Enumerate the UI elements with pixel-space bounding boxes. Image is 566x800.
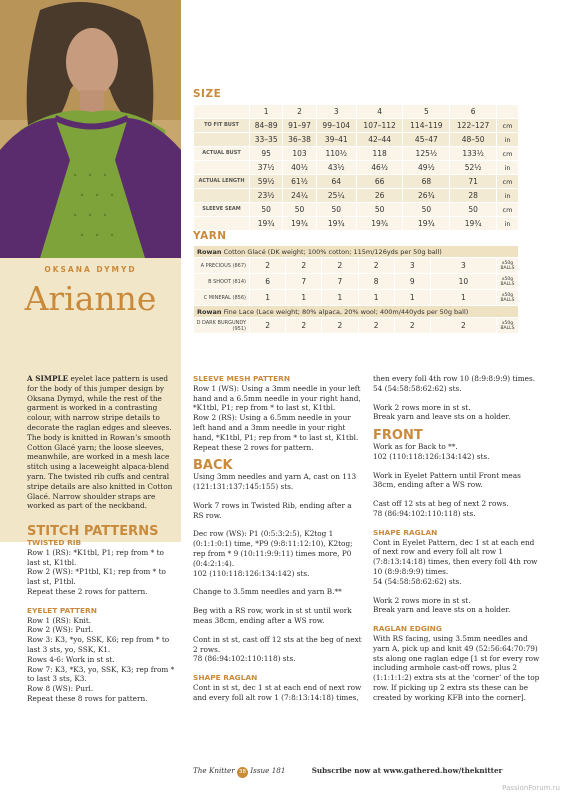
size-cell: 99–104 <box>316 119 356 133</box>
yarn-cell: 2 <box>358 258 394 274</box>
size-cell: 39–41 <box>316 133 356 147</box>
size-table <box>193 104 519 231</box>
size-cell: 36–38 <box>283 133 316 147</box>
size-unit: in <box>497 133 519 147</box>
front-text: Work as for Back to **. 102 (110:118:126:134:142) sts. <box>373 441 490 461</box>
size-cell: 25¼ <box>316 189 356 203</box>
yarn-brand: Rowan <box>197 307 222 316</box>
yarn-shade-label: A PRECIOUS (867) <box>194 258 250 274</box>
size-cell: 2 <box>283 105 316 119</box>
back-continued-text: then every foll 4th row 10 (8:9:8:9:9) times. 54 (54:58:58:62:62) sts. <box>373 374 536 393</box>
size-cell: 19¾ <box>283 217 316 231</box>
size-row <box>194 147 519 161</box>
front-raglan-text: Cont in Eyelet Pattern, dec 1 st at each end of next row and every foll alt row 1 (7:8:13:14:18) times, then every foll 4th row 10 (8:9:8:9:9) times. 54 (54:58:58:62:62) sts. <box>373 537 538 586</box>
size-row-label <box>194 189 250 203</box>
yarn-table <box>193 245 519 334</box>
size-cell: 71 <box>450 175 497 189</box>
intro-paragraph <box>27 374 179 511</box>
eyelet-heading: EYELET PATTERN <box>27 605 97 615</box>
size-row-label <box>194 217 250 231</box>
size-cell: 91–97 <box>283 119 316 133</box>
yarn-cell: 8 <box>358 274 394 290</box>
size-cell: 1 <box>250 105 283 119</box>
size-cell: 3 <box>316 105 356 119</box>
size-heading: SIZE <box>193 88 222 100</box>
yarn-cell: 1 <box>430 290 496 306</box>
size-row-label <box>194 133 250 147</box>
yarn-desc: Fine Lace (Lace weight; 80% alpaca, 20% wool; 400m/440yds per 50g ball) <box>221 307 469 316</box>
yarn-row <box>194 318 519 334</box>
eyelet-text: Row 1 (RS): Knit. Row 2 (WS): Purl. Row 3: K3, *yo, SSK, K6; rep from * to last 3 sts, yo, SSK, K1. Rows 4-6: Work in st st. Row 7: K3, *K3, yo, SSK, K3; rep from * to last 3 sts, K3. Row 8 (WS): Purl. Repeat these 8 rows for pattern. <box>27 615 175 703</box>
size-row-label: ACTUAL BUST <box>194 147 250 161</box>
yarn-heading: YARN <box>193 230 227 242</box>
front-raglan-text: Work 2 rows more in st st. Break yarn and leave sts on a holder. <box>373 595 511 615</box>
yarn-cell: 2 <box>394 318 430 334</box>
size-cell: 19¾ <box>316 217 356 231</box>
size-cell: 84–89 <box>250 119 283 133</box>
size-unit: in <box>497 189 519 203</box>
yarn-cell: 2 <box>430 318 496 334</box>
size-cell: 40½ <box>283 161 316 175</box>
front-heading: FRONT <box>373 428 423 444</box>
yarn-shade-label: B SHOOT (814) <box>194 274 250 290</box>
size-unit: cm <box>497 175 519 189</box>
back-text: Cont in st st, cast off 12 sts at the beg of next 2 rows. 78 (86:94:102:110:118) sts. <box>193 634 362 664</box>
column-2 <box>193 374 363 712</box>
size-row-label <box>194 105 250 119</box>
yarn-cell: 2 <box>250 318 286 334</box>
size-cell: 133½ <box>450 147 497 161</box>
back-text: Using 3mm needles and yarn A, cast on 113 (121:131:137:145:155) sts. <box>193 472 357 491</box>
size-cell: 68 <box>403 175 450 189</box>
yarn-cell: 2 <box>322 318 358 334</box>
size-row <box>194 133 519 147</box>
size-cell: 50 <box>316 203 356 217</box>
size-row <box>194 161 519 175</box>
yarn-shade-label: D DARK BURGUNDY (951) <box>194 318 250 334</box>
size-cell: 118 <box>356 147 403 161</box>
size-cell: 50 <box>356 203 403 217</box>
size-unit: cm <box>497 203 519 217</box>
size-cell: 59½ <box>250 175 283 189</box>
model-photo <box>0 0 181 258</box>
size-row <box>194 175 519 189</box>
yarn-cell: 1 <box>286 290 322 306</box>
yarn-row <box>194 274 519 290</box>
yarn-cell: 2 <box>286 258 322 274</box>
size-cell: 4 <box>356 105 403 119</box>
photo-panel <box>0 0 181 370</box>
back-text: Beg with a RS row, work in st st until work meas 38cm, ending after a WS row. <box>193 606 352 625</box>
yarn-cell: 3 <box>430 258 496 274</box>
size-cell: 26 <box>356 189 403 203</box>
size-cell: 19¾ <box>356 217 403 231</box>
yarn-brand: Rowan <box>197 247 222 256</box>
size-cell: 33–35 <box>250 133 283 147</box>
size-cell: 52½ <box>450 161 497 175</box>
size-cell: 110½ <box>316 147 356 161</box>
size-cell: 107–112 <box>356 119 403 133</box>
yarn-row <box>194 290 519 306</box>
size-row-label: SLEEVE SEAM <box>194 203 250 217</box>
size-row <box>194 119 519 133</box>
yarn-cell: 2 <box>250 258 286 274</box>
size-cell: 19¾ <box>403 217 450 231</box>
yarn-group-row <box>194 306 519 318</box>
size-cell: 66 <box>356 175 403 189</box>
column-3 <box>373 374 543 712</box>
size-cell: 24¼ <box>283 189 316 203</box>
twisted-rib-heading: TWISTED RIB <box>27 537 82 547</box>
size-cell: 43½ <box>316 161 356 175</box>
size-unit: in <box>497 217 519 231</box>
back-text: Work 7 rows in Twisted Rib, ending after a RS row. <box>193 500 352 520</box>
raglan-edging-text: With RS facing, using 3.5mm needles and yarn A, pick up and knit 49 (52:56:64:70:79) sts along one raglan edge [1 st for every row including armhole cast-off rows, plus 2 (1:1:1:1:2) extra sts at the ‘corner’ of the top row. If picking up 2 extra sts these can be created by working KFB into the corner]. <box>373 633 540 702</box>
yarn-cell: 2 <box>358 318 394 334</box>
size-row <box>194 203 519 217</box>
size-cell: 50 <box>450 203 497 217</box>
size-cell: 37½ <box>250 161 283 175</box>
size-row-label: ACTUAL LENGTH <box>194 175 250 189</box>
page-footer <box>193 766 553 778</box>
page-number: 38 <box>237 767 248 778</box>
subscribe-link[interactable]: Subscribe now at www.gathered.how/theknitter <box>311 766 503 775</box>
size-row <box>194 105 519 119</box>
yarn-unit: x50g BALLS <box>497 258 519 274</box>
size-cell: 26¾ <box>403 189 450 203</box>
size-cell: 125½ <box>403 147 450 161</box>
size-row-label: TO FIT BUST <box>194 119 250 133</box>
yarn-cell: 7 <box>322 274 358 290</box>
size-row <box>194 189 519 203</box>
yarn-cell: 10 <box>430 274 496 290</box>
size-cell: 49½ <box>403 161 450 175</box>
back-text: Change to 3.5mm needles and yarn B.** <box>193 587 342 597</box>
back-heading: BACK <box>193 458 233 474</box>
size-unit: cm <box>497 119 519 133</box>
stitch-patterns-heading: STITCH PATTERNS <box>27 524 159 540</box>
intro-lead: A SIMPLE <box>27 374 69 383</box>
size-cell: 50 <box>403 203 450 217</box>
sleeve-mesh-heading: SLEEVE MESH PATTERN <box>193 374 291 383</box>
yarn-cell: 6 <box>250 274 286 290</box>
yarn-cell: 9 <box>394 274 430 290</box>
front-raglan-heading: SHAPE RAGLAN <box>373 527 438 537</box>
size-cell: 5 <box>403 105 450 119</box>
size-cell: 61½ <box>283 175 316 189</box>
yarn-cell: 1 <box>358 290 394 306</box>
yarn-desc: Cotton Glacé (DK weight; 100% cotton; 115m/126yds per 50g ball) <box>221 247 442 256</box>
yarn-unit: x50g BALLS <box>497 290 519 306</box>
magazine-name: The Knitter <box>193 766 235 775</box>
size-row <box>194 217 519 231</box>
size-cell: 6 <box>450 105 497 119</box>
size-cell: 122–127 <box>450 119 497 133</box>
designer-name: OKSANA DYMYD <box>44 265 137 274</box>
front-text: Work in Eyelet Pattern until Front meas 38cm, ending after a WS row. <box>373 470 521 490</box>
front-text: Cast off 12 sts at beg of next 2 rows. 78 (86:94:102:110:118) sts. <box>373 499 509 518</box>
size-unit: in <box>497 161 519 175</box>
size-cell: 114–119 <box>403 119 450 133</box>
back-text: Dec row (WS): P1 (0:5:3:2:5), K2tog 1 (0:1:1:0:1) time, *P9 (9:8:11:12:10), K2tog; rep from * 9 (10:11:9:9:11) times more, P0 (0:4:2:1:4). 102 (110:118:126:134:142) sts. <box>193 529 353 578</box>
watermark: PassionForum.ru <box>502 784 560 792</box>
size-cell: 46½ <box>356 161 403 175</box>
size-cell: 42–44 <box>356 133 403 147</box>
size-unit: cm <box>497 147 519 161</box>
raglan-edging-heading: RAGLAN EDGING <box>373 624 442 634</box>
size-cell: 45–47 <box>403 133 450 147</box>
pattern-title: Arianne <box>24 279 157 318</box>
yarn-row <box>194 258 519 274</box>
shape-raglan-heading: SHAPE RAGLAN <box>193 673 258 683</box>
size-cell: 19¾ <box>450 217 497 231</box>
issue-number: Issue 181 <box>250 766 286 775</box>
twisted-rib-text: Row 1 (RS): *K1tbl, P1; rep from * to last st, K1tbl. Row 2 (WS): *P1tbl, K1; rep from * to last st, P1tbl. Repeat these 2 rows for pattern. <box>27 547 166 596</box>
sleeve-mesh-text: Row 1 (WS): Using a 3mm needle in your left hand and a 6.5mm needle in your right hand, *K1tbl, P1; rep from * to last st, K1tbl. Row 2 (RS): Using a 6.5mm needle in your left hand and a 3mm needle in your right hand, *K1tbl, P1; rep from * to last st, K1tbl. Repeat these 2 rows for pattern. <box>193 383 361 452</box>
size-cell: 50 <box>283 203 316 217</box>
size-cell: 64 <box>316 175 356 189</box>
size-cell: 23½ <box>250 189 283 203</box>
yarn-cell: 3 <box>394 258 430 274</box>
size-cell: 103 <box>283 147 316 161</box>
size-row-label <box>194 161 250 175</box>
size-cell: 28 <box>450 189 497 203</box>
size-cell: 48–50 <box>450 133 497 147</box>
column-1 <box>27 374 179 713</box>
yarn-cell: 2 <box>286 318 322 334</box>
yarn-group-row <box>194 246 519 258</box>
size-cell: 95 <box>250 147 283 161</box>
back-continued-text: Work 2 rows more in st st. Break yarn and leave sts on a holder. <box>373 402 511 422</box>
yarn-unit: x50g BALLS <box>497 318 519 334</box>
intro-text: eyelet lace pattern is used for the body of this jumper design by Oksana Dymyd, while the rest of the garment is worked in a contrasting colour, with narrow stripe details to decorate the raglan edges and sleeves. The body is knitted in Rowan’s smooth Cotton Glacé yarn; the loose sleeves, meanwhile, are worked in a mesh lace stitch using a laceweight alpaca-blend yarn. The twisted rib cuffs and central stripe details are also knitted in Cotton Glacé. Narrow shoulder straps are worked as part of the neckband. <box>27 374 173 511</box>
yarn-cell: 2 <box>322 258 358 274</box>
size-unit <box>497 105 519 119</box>
yarn-cell: 1 <box>394 290 430 306</box>
size-cell: 19¾ <box>250 217 283 231</box>
yarn-cell: 1 <box>250 290 286 306</box>
size-cell: 50 <box>250 203 283 217</box>
yarn-cell: 7 <box>286 274 322 290</box>
yarn-unit: x50g BALLS <box>497 274 519 290</box>
shape-raglan-text: Cont in st st, dec 1 st at each end of next row and every foll alt row 1 (7:8:13:14:18) times, <box>193 682 362 702</box>
yarn-shade-label: C MINERAL (856) <box>194 290 250 306</box>
yarn-cell: 1 <box>322 290 358 306</box>
